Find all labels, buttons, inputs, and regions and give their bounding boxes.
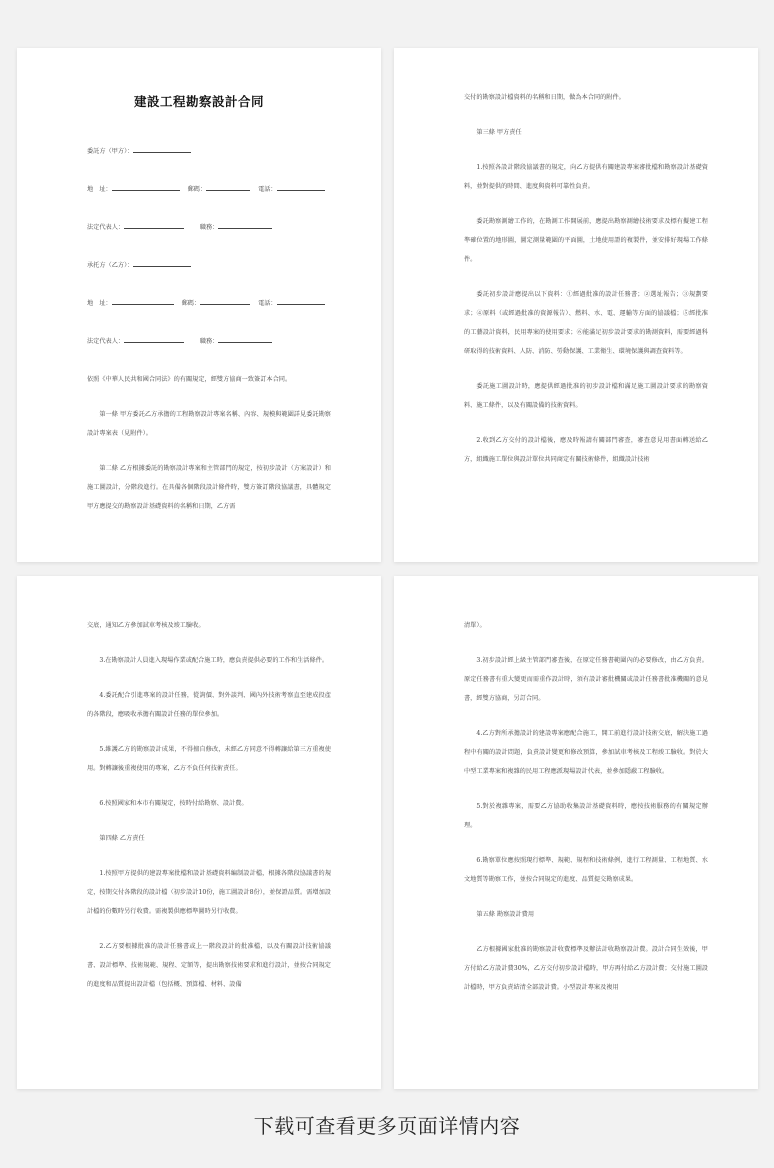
contract-title: 建設工程勘察設計合同 (133, 94, 264, 109)
position-blank (218, 222, 272, 229)
document-page-4 (394, 576, 758, 1089)
page-2-body (464, 88, 708, 485)
address-label: 地 址： (87, 300, 112, 307)
legal-rep-blank (124, 222, 184, 229)
section-heading: 第三條 甲方責任 (476, 129, 522, 136)
client-label: 委託方（甲方）： (87, 148, 134, 155)
client-field-row (87, 146, 191, 155)
paragraph: 乙方根據國家批准的勘察設計收費標準及辦法計收勘察設計費。設計合同生效後，甲方付給乙方設計費30%，乙方交付初步設計檔時，甲方再付給乙方設計費；交付施工圖設計檔時，甲方負責結清全部設計費。小型設計專案及複用 (464, 946, 708, 991)
position-label: 職務： (199, 224, 219, 231)
position-label: 職務： (199, 338, 219, 345)
paragraph: 5.對於複雜專案，需要乙方協助收集設計基礎資料時，應按技術服務的有關規定辦理。 (464, 803, 708, 829)
paragraph: 依照《中華人民共和國合同法》的有關規定，經雙方協商一致簽訂本合同。 (87, 376, 292, 383)
client-blank (133, 146, 191, 153)
paragraph: 清單）。 (464, 622, 486, 629)
legal-rep-blank (124, 336, 184, 343)
legal-rep-label: 法定代表人： (87, 338, 125, 345)
paragraph: 6.勘察單位應按照現行標準、規範、規程和技術條例，進行工程測量、工程地質、水文地質等勘察工作，並按合同規定的進度、品質提交勘察成果。 (464, 857, 708, 883)
address-row-2 (87, 298, 325, 307)
document-page-3 (17, 576, 381, 1089)
position-blank (218, 336, 272, 343)
contractor-field-row (87, 260, 191, 269)
phone-blank (277, 298, 325, 305)
paragraph: 6.按照國家和本市有關規定，按時付給勘察、設計費。 (99, 800, 248, 807)
address-blank (112, 184, 180, 191)
paragraph: 第二條 乙方根據委託的勘察設計專案和主管部門的規定，按初步設計（方案設計）和施工圖設計，分階段進行。在具備各個階段設計條件時，雙方簽訂階段協議書，具體規定甲方應提交的勘察設計基礎資料的名稱和日期，乙方需 (87, 465, 331, 510)
page-3-body (87, 616, 331, 1010)
paragraph: 第一條 甲方委託乙方承擔的工程勘察設計專案名稱、內容、規模與範圍詳見委託勘察設計專案表（見附件）。 (87, 411, 331, 437)
phone-blank (277, 184, 325, 191)
address-blank (112, 298, 174, 305)
document-page-1 (17, 48, 381, 562)
legal-rep-row-2 (87, 336, 272, 345)
legal-rep-label: 法定代表人： (87, 224, 125, 231)
paragraph: 2.收到乙方交付的設計檔後，應及時報請有關部門審查，審查意見用書面轉送給乙方，組織施工單位與設計單位共同商定有關技術條件，組織設計技術 (464, 437, 708, 463)
paragraph: 1.按照甲方提供的建設專案批檔和設計基礎資料編制設計檔，根據各階段協議書的規定，按期交付各階段的設計檔（初步設計10份，施工圖設計8份），並保證品質。需增加設計檔的份數時另行收費。需複製供應標準圖時另行收費。 (87, 870, 331, 915)
paragraph: 4.委託配合引進專案的設計任務，從詢價、對外談判、國內外技術考察直至建成投產的各階段，應吸收承擔有關設計任務的單位參加。 (87, 692, 331, 718)
address-row-1 (87, 184, 325, 193)
contractor-blank (133, 260, 191, 267)
paragraph: 4.乙方對所承擔設計的建設專案應配合施工，開工前進行設計技術交底，解決施工過程中有關的設計問題，負責設計變更和修改預算，參加試車考核及工程竣工驗收。對於大中型工業專案和複雜的民用工程應派現場設計代表，並參加隱蔽工程驗收。 (464, 730, 708, 775)
paragraph: 委託初步設計應提出以下資料：①經過批准的設計任務書；②選址報告；③規劃要求；④原料（或經過批准的資源報告）、燃料、水、電、運輸等方面的協議檔；⑤經批准的工藝設計資料，民用專案的使用要求；⑥能滿足初步設計要求的勘測資料，需要經過科研取得的技術資料、人防、消防、勞動保護、工業衛生、環境保護與調查資料等。 (464, 291, 708, 355)
page-1-body (87, 370, 331, 532)
postcode-label: 郵碼： (181, 300, 201, 307)
postcode-blank (206, 184, 250, 191)
legal-rep-row-1 (87, 222, 272, 231)
section-heading: 第五條 勘察設計費用 (476, 911, 535, 918)
address-label: 地 址： (87, 186, 112, 193)
download-more-prompt[interactable]: 下载可查看更多页面详情内容 (253, 1114, 521, 1138)
paragraph: 3.初步設計經上級主管部門審查後，在原定任務書範圍內的必要修改，由乙方負責。原定任務書有重大變更而需重作設計時，須有設計審批機關或設計任務書批准機關的意見書，經雙方協商，另訂合同。 (464, 657, 708, 702)
paragraph: 2.乙方要根據批准的設計任務書或上一階段設計的批准檔，以及有關設計技術協議書、設計標準、技術規範、規程、定額等，提出勘察技術要求和進行設計，並按合同規定的進度和品質提出設計檔（包括概、預算檔、材料、設備 (87, 943, 331, 988)
paragraph: 委託施工圖設計時，應提供經過批准的初步設計檔和滿足施工圖設計要求的勘察資料、施工條件，以及有關設備的技術資料。 (464, 383, 708, 409)
paragraph: 1.按照各設計階段協議書的規定，向乙方提供有關建設專案審批檔和勘察設計基礎資料，並對提供的時間、進度與資料可靠性負責。 (464, 164, 708, 190)
phone-label: 電話： (258, 300, 277, 307)
postcode-blank (200, 298, 250, 305)
contractor-label: 承托方（乙方）： (87, 262, 134, 269)
phone-label: 電話： (258, 186, 277, 193)
paragraph: 交底，通知乙方參加試車考核及竣工驗收。 (87, 622, 205, 629)
paragraph: 5.維護乙方的勘察設計成果，不得擅自修改，未經乙方同意不得轉讓給第三方重複使用。對轉讓後重複使用的專案，乙方不負任何技術責任。 (87, 746, 331, 772)
document-page-2 (394, 48, 758, 562)
page-4-body (464, 616, 708, 1013)
section-heading: 第四條 乙方責任 (99, 835, 145, 842)
paragraph: 3.在勘察設計人員進入現場作業或配合施工時，應負責提供必要的工作和生活條件。 (99, 657, 329, 664)
postcode-label: 郵碼： (187, 186, 207, 193)
paragraph: 交付的勘察設計檔資料的名稱和日期，做為本合同的附件。 (464, 94, 625, 101)
paragraph: 委託勘察測繪工作的，在勘測工作開展前，應提出勘察測繪技術要求及標有擬建工程準確位置的地形圖，圖定測量範圍的平面圖，土地使用證的複製件，並安排好現場工作條件。 (464, 218, 708, 263)
